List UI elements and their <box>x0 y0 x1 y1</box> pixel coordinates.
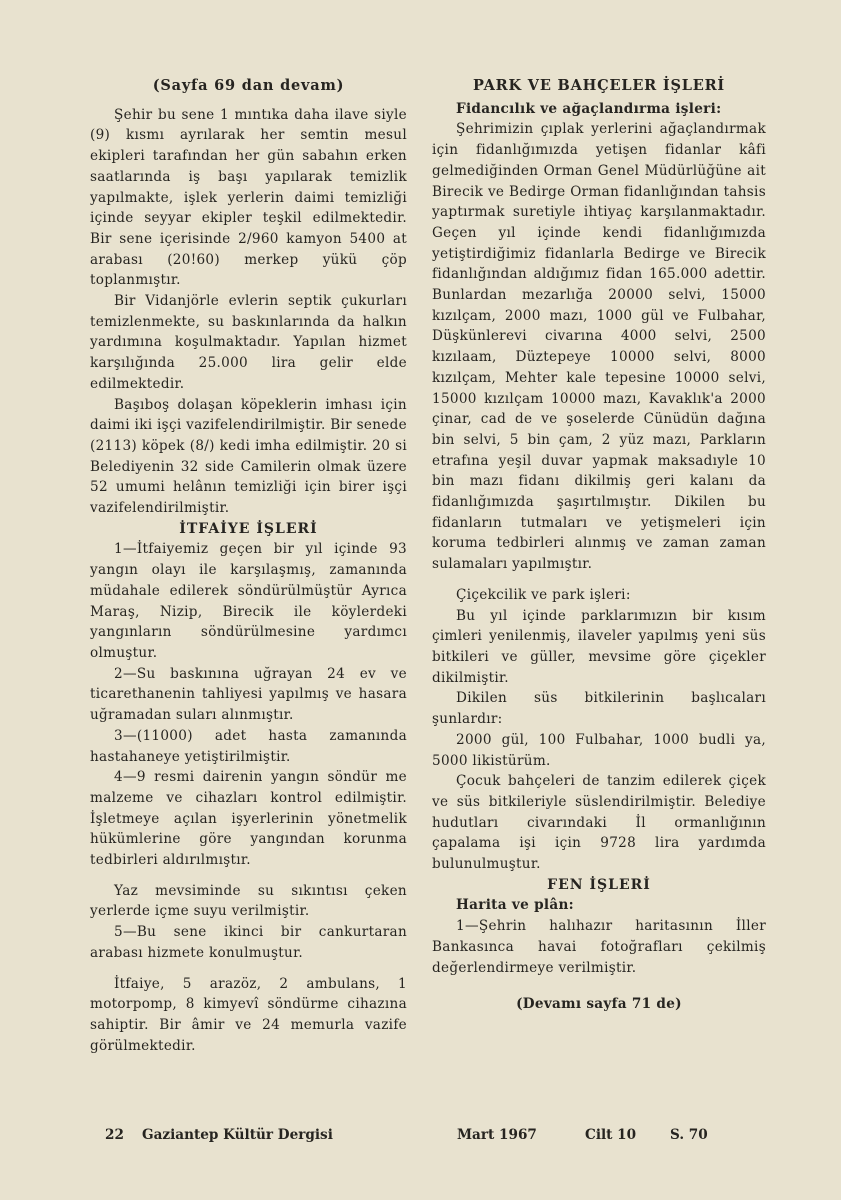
paragraph: Bu yıl içinde parklarımızın bir kısım çimleri yenilenmiş, ilaveler yapılmış yeni süs bitkileri ve güller, mevsime göre çiçekler dikilmiştir. <box>432 607 766 686</box>
subheading-harita: Harita ve plân: <box>456 897 574 914</box>
paragraph: 2000 gül, 100 Fulbahar, 1000 budli ya, 5000 likistürüm. <box>432 731 766 769</box>
paragraph: Dikilen süs bitkilerinin başlıcaları şunlardır: <box>432 690 766 728</box>
section-title-park: PARK VE BAHÇELER İŞLERİ <box>472 77 726 94</box>
continued-from-note: (Sayfa 69 dan devam) <box>152 77 345 94</box>
volume-number: Cilt 10 <box>585 1127 637 1143</box>
paragraph: İtfaiye, 5 arazöz, 2 ambulans, 1 motorpomp, 8 kimyevî söndürme cihazına sahiptir. Bir âmir ve 24 memurla vazife görülmektedir. <box>90 975 407 1054</box>
paragraph: Şehrimizin çıplak yerlerini ağaçlandırmak için fidanlığımızda yetişen fidanlar kâfi gelmediğinden Orman Genel Müdürlüğüne ait Birecik ve Bedirge Orman fidanlığından tahsis yaptırmak suretiyle ihtiyaç karşılanmaktadır. Geçen yıl içinde kendi fidanlığımızda yetiştirdiğimiz fidanlarla Bedirge ve Birecik fidanlığından aldığımız fidan 165.000 adettir. Bunlardan mezarlığa 20000 selvi, 15000 kızılçam, 2000 mazı, 1000 gül ve Fulbahar, Düşkünlerevi civarına 4000 selvi, 2500 kızılaam, Düztepeye 10000 selvi, 8000 kızılçam, Mehter kale tepesine 10000 selvi, 15000 kızılçam 10000 mazı, Kavaklık'a 2000 çinar, cad de ve şoselerde Cünüdün dağına bin selvi, 5 bin çam, 2 yüz mazı, Parkların etrafına yeşil duvar yapmak maksadıyle 10 bin mazı fidanı dikilmiş geri kalanı da fidanlığımızda şaşırtılmıştır. Dikilen bu fidanların tutmaları ve yetişmeleri için koruma tedbirleri alınmış ve zaman zaman sulamaları yapılmıştır. <box>432 121 766 573</box>
paragraph: Çocuk bahçeleri de tanzim edilerek çiçek ve süs bitkileriyle süslendirilmiştir. Belediye hudutları civarındaki İl ormanlığının çapalama işi için 9728 lira yardımda bulunulmuştur. <box>432 773 766 873</box>
paragraph: 5—Bu sene ikinci bir cankurtaran arabası hizmete konulmuştur. <box>90 924 407 961</box>
paragraph: 3—(11000) adet hasta zamanında hastahaneye yetiştirilmiştir. <box>90 727 407 765</box>
continued-to-note: (Devamı sayfa 71 de) <box>516 996 682 1013</box>
section-title-itfaiye: İTFAİYE İŞLERİ <box>179 520 318 537</box>
page-number: 22 <box>105 1127 124 1143</box>
left-column <box>90 76 407 1056</box>
paragraph: Başıboş dolaşan köpeklerin imhası için daimi iki işçi vazifelendirilmiştir. Bir senede (2113) köpek (8/) kedi imha edilmiştir. 20 si Belediyenin 32 side Camilerin olmak üzere 52 umumi helânın temizliği için birer işçi vazifelendirilmiştir. <box>90 396 407 517</box>
right-column <box>432 76 766 1015</box>
paragraph: 1—Şehrin halıhazır haritasının İller Bankasınca havai fotoğrafları çekilmiş değerlendirmeye verilmiştir. <box>432 918 766 976</box>
issue-number: S. 70 <box>670 1127 708 1143</box>
paragraph: 1—İtfaiyemiz geçen bir yıl içinde 93 yangın olayı ile karşılaşmış, zamanında müdahale edilerek söndürülmüştür Ayrıca Maraş, Nizip, Birecik ile köylerdeki yangınların söndürülmesine yardımcı olmuştur. <box>90 541 407 661</box>
paragraph: Yaz mevsiminde su sıkıntısı çeken yerlerde içme suyu verilmiştir. <box>90 882 407 920</box>
paragraph: 2—Su baskınına uğrayan 24 ev ve ticarethanenin tahliyesi yapılmış ve hasara uğramadan suları alınmıştır. <box>90 665 407 724</box>
section-title-fen: FEN İŞLERİ <box>547 876 651 893</box>
paragraph: 4—9 resmi dairenin yangın söndür me malzeme ve cihazları kontrol edilmiştir. İşletmeye açılan işyerlerinin yönetmelik hükümlerine göre yangından korunma tedbirleri aldırılmıştır. <box>90 769 407 869</box>
paragraph: Şehir bu sene 1 mıntıka daha ilave siyle (9) kısmı ayrılarak her semtin mesul ekipleri tarafından her gün sabahın erken saatlarında iş başı yapılarak temizlik yapılmakte, işlek yerlerin daimi temizliği içinde seyyar ekipler teşkil edilmektedir. Bir sene içerisinde 2/960 kamyon 5400 at arabası (20!60) merkep yükü çöp toplanmıştır. <box>90 106 407 289</box>
subheading-fidancilik: Fidancılık ve ağaçlandırma işleri: <box>456 100 722 117</box>
subheading-cicekcilik: Çiçekcilik ve park işleri: <box>456 586 631 603</box>
paragraph: Bir Vidanjörle evlerin septik çukurları temizlenmekte, su baskınlarında da halkın yardımına koşulmaktadır. Yapılan hizmet karşılığında 25.000 lira gelir elde edilmektedir. <box>90 293 407 392</box>
magazine-name: Gaziantep Kültür Dergisi <box>142 1127 333 1143</box>
issue-date: Mart 1967 <box>457 1127 537 1143</box>
